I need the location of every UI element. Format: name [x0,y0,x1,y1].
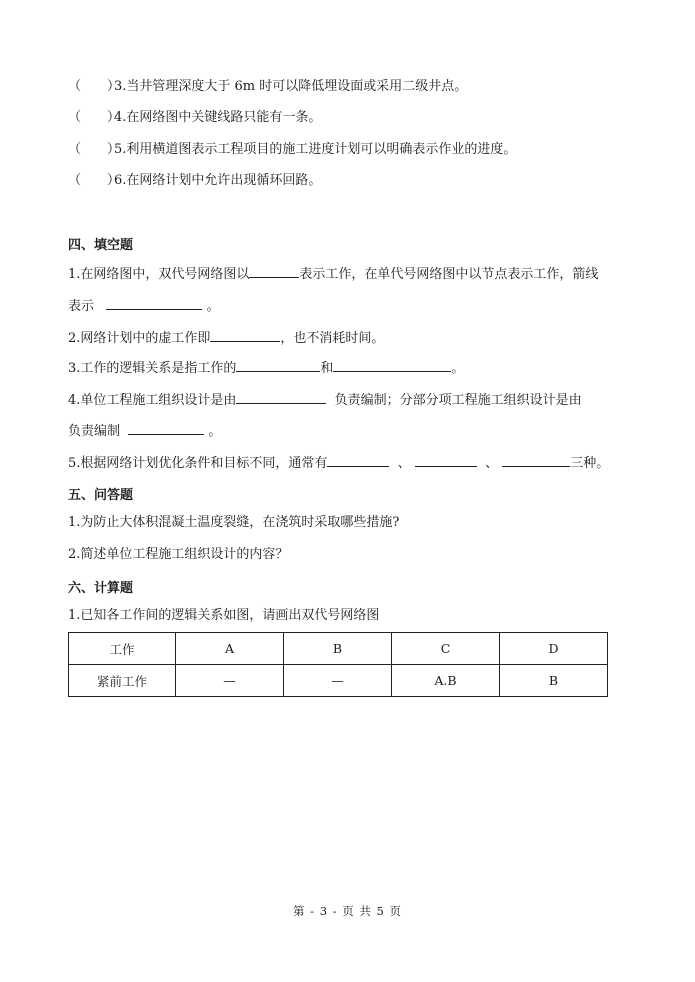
question-text: 表示 [68,299,95,314]
question-text: 3.工作的逻辑关系是指工作的 [68,361,237,376]
table-cell: — [176,665,284,697]
question-text: 2.网络计划中的虚工作即 [68,331,211,346]
answer-blank[interactable] [210,328,280,342]
question-text: 4.单位工程施工组织设计是由 [68,393,237,408]
question-text: 负责编制；分部分项工程施工组织设计是由 [334,393,582,408]
question-text: ，也不消耗时间。 [280,331,385,346]
fill-question-4 [68,390,582,410]
table-cell: B [284,633,392,665]
qa-question-1: 1.为防止大体积混凝土温度裂缝，在浇筑时采取哪些措施? [68,515,400,530]
question-text: 5.根据网络计划优化条件和目标不同，通常有 [68,456,328,471]
judgement-text: 3.当井管理深度大于 6m 时可以降低埋设面或采用二级井点。 [114,79,468,94]
table-cell: A [176,633,284,665]
calc-question-1: 1.已知各工作间的逻辑关系如图，请画出双代号网络图 [68,608,380,623]
fill-question-1-cont [68,296,220,316]
table-cell: A.B [392,665,500,697]
answer-blank[interactable] [502,453,570,467]
question-text: 负责编制 [68,424,121,439]
logic-relation-table [68,632,608,697]
question-text: 。 [206,299,220,314]
answer-paren: （ ） [68,142,121,157]
question-text: 三种。 [570,456,610,471]
answer-blank[interactable] [106,296,202,310]
answer-paren: （ ） [68,110,121,125]
question-text: 1.在网络图中，双代号网络图以 [68,267,250,282]
fill-question-4-cont [68,421,221,441]
separator: 、 [485,456,499,471]
judgement-text: 4.在网络图中关键线路只能有一条。 [114,110,322,125]
section-heading-fill: 四、填空题 [68,238,134,253]
answer-paren: （ ） [68,79,121,94]
fill-question-3 [68,358,464,378]
table-row [69,665,608,697]
question-text: 和 [320,361,334,376]
table-cell: C [392,633,500,665]
answer-blank[interactable] [327,453,389,467]
page-number-footer: 第 - 3 - 页 共 5 页 [293,904,402,918]
section-heading-calc: 六、计算题 [68,581,134,596]
question-text: 表示工作，在单代号网络图中以节点表示工作，箭线 [299,267,599,282]
table-cell: 工作 [69,633,176,665]
qa-question-2: 2.简述单位工程施工组织设计的内容？ [68,547,289,562]
judgement-item-3 [68,78,467,96]
table-cell: 紧前工作 [69,665,176,697]
table-cell: — [284,665,392,697]
section-heading-qa: 五、问答题 [68,488,134,503]
judgement-item-5 [68,141,516,159]
answer-blank[interactable] [236,358,320,372]
table-cell: D [500,633,608,665]
answer-blank[interactable] [128,421,204,435]
question-text: 。 [451,361,465,376]
question-text: 。 [208,424,222,439]
answer-blank[interactable] [249,264,299,278]
answer-blank[interactable] [236,390,326,404]
table-row [69,633,608,665]
separator: 、 [397,456,411,471]
judgement-text: 5.利用横道图表示工程项目的施工进度计划可以明确表示作业的进度。 [114,142,517,157]
table-cell: B [500,665,608,697]
fill-question-1 [68,264,598,284]
judgement-item-6 [68,172,321,190]
judgement-text: 6.在网络计划中允许出现循环回路。 [114,173,322,188]
answer-blank[interactable] [333,358,451,372]
fill-question-2 [68,328,384,348]
answer-blank[interactable] [415,453,477,467]
answer-paren: （ ） [68,173,121,188]
fill-question-5 [68,453,609,473]
judgement-item-4 [68,109,321,127]
